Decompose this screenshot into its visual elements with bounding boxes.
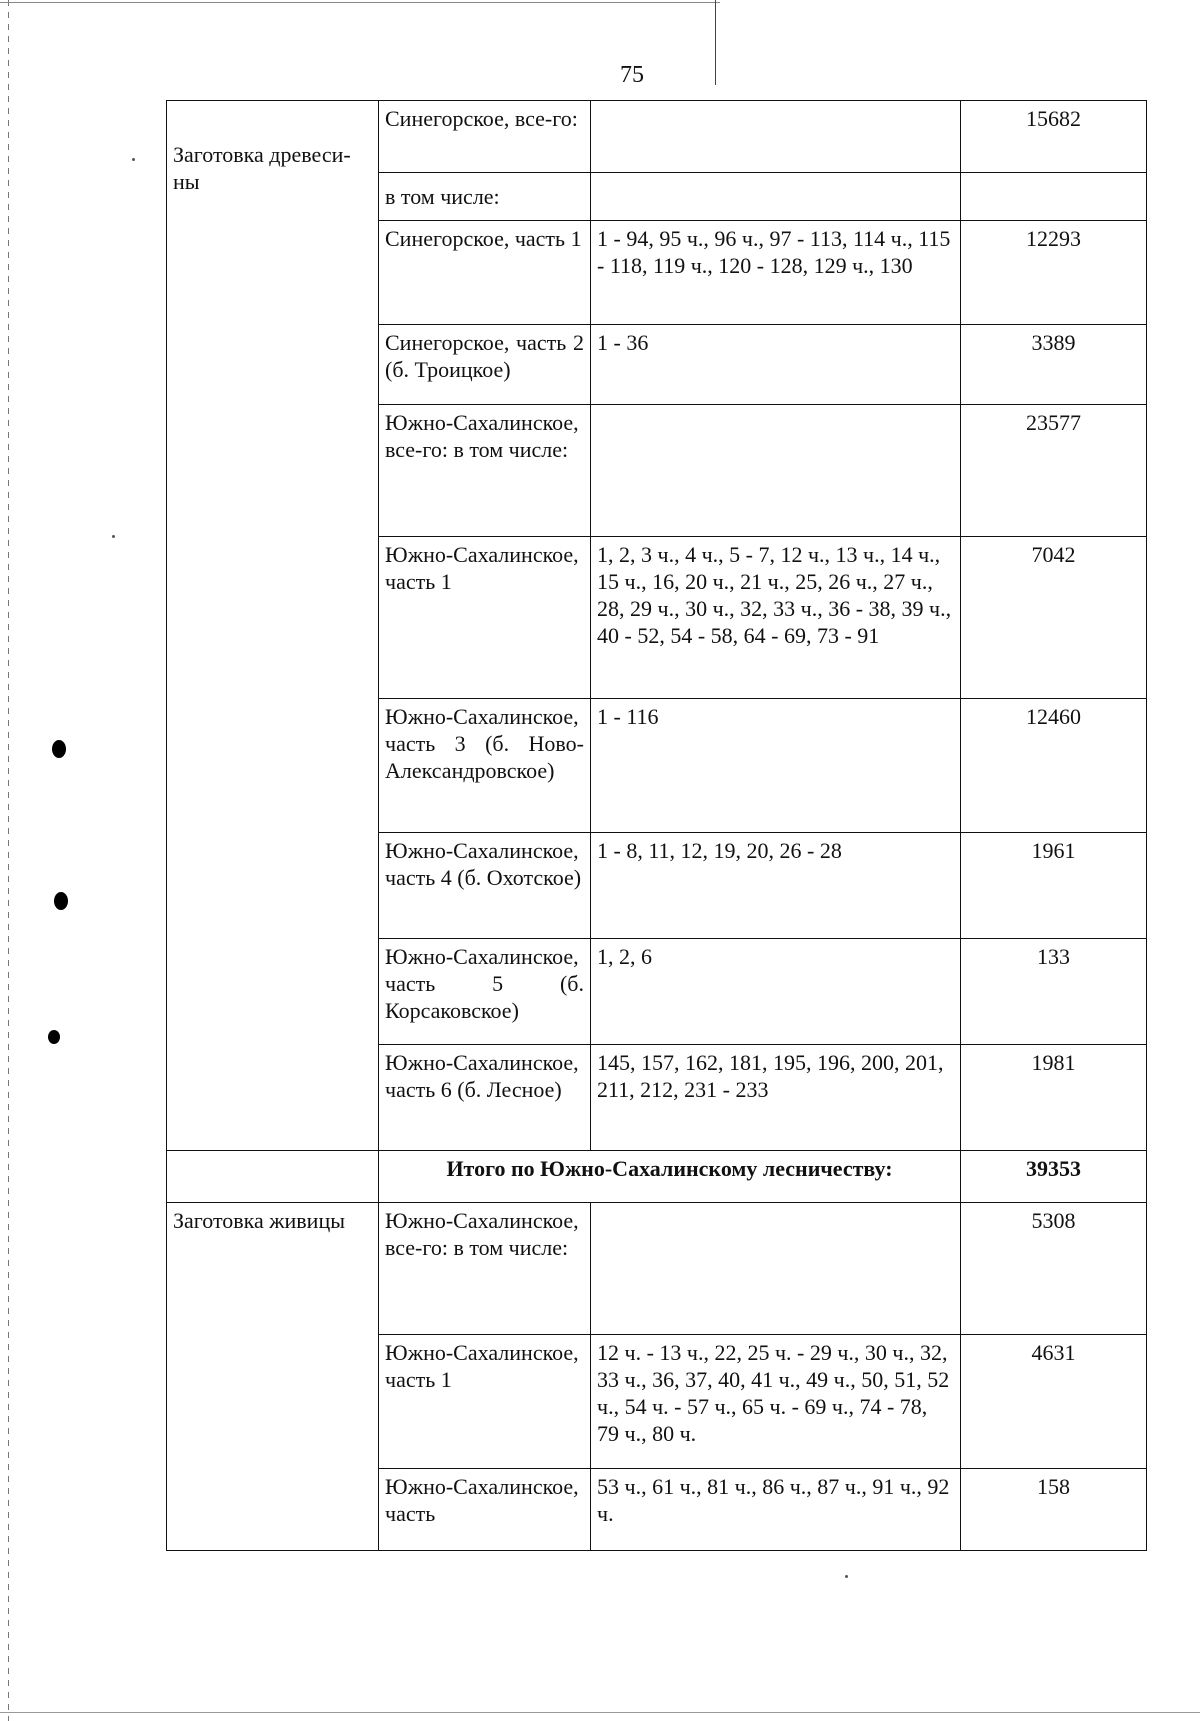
area-cell: 3389 [961,325,1147,405]
scan-dot [112,535,115,538]
district-name-cell: Южно-Сахалинское, часть [379,1469,591,1551]
area-cell: 158 [961,1469,1147,1551]
district-name-cell: Южно-Сахалинское, часть 3 (б. Ново-Александровское) [379,699,591,833]
scan-bottom-edge [0,1712,1200,1713]
district-name-cell: Синегорское, все-го: [379,101,591,173]
quarters-cell: 1 - 8, 11, 12, 19, 20, 26 - 28 [591,833,961,939]
district-name-cell: Южно-Сахалинское, часть 1 [379,537,591,699]
district-name-cell: Синегорское, часть 1 [379,221,591,325]
area-cell: 1961 [961,833,1147,939]
district-name-cell: Южно-Сахалинское, часть 5 (б. Корсаковское) [379,939,591,1045]
district-name-cell: Южно-Сахалинское, все-го: в том числе: [379,405,591,537]
table-row [167,101,1147,173]
scan-left-edge [8,0,9,1721]
scan-dot [845,1575,848,1578]
activity-label: Заготовка древеси-ны [173,142,351,194]
total-value: 39353 [961,1151,1147,1203]
area-cell: 5308 [961,1203,1147,1335]
activity-cell [167,1151,379,1203]
scan-fold-mark [715,0,716,85]
area-cell: 15682 [961,101,1147,173]
area-cell: 133 [961,939,1147,1045]
district-name-cell: Синегорское, часть 2 (б. Троицкое) [379,325,591,405]
district-name-cell: Южно-Сахалинское, часть 1 [379,1335,591,1469]
page-number: 75 [620,62,644,88]
quarters-cell [591,1203,961,1335]
scan-blot [54,892,68,910]
quarters-cell: 1 - 116 [591,699,961,833]
activity-cell [167,101,379,1151]
table-row [167,1203,1147,1335]
scan-dot [132,158,135,161]
area-cell [961,173,1147,221]
quarters-cell: 12 ч. - 13 ч., 22, 25 ч. - 29 ч., 30 ч., 32, 33 ч., 36, 37, 40, 41 ч., 49 ч., 50, 51, 52 ч., 54 ч. - 57 ч., 65 ч. - 69 ч., 74 - 78, 79 ч., 80 ч. [591,1335,961,1469]
quarters-cell: 145, 157, 162, 181, 195, 196, 200, 201, 211, 212, 231 - 233 [591,1045,961,1151]
district-name-cell: Южно-Сахалинское, часть 4 (б. Охотское) [379,833,591,939]
quarters-cell: 53 ч., 61 ч., 81 ч., 86 ч., 87 ч., 91 ч., 92 ч. [591,1469,961,1551]
area-cell: 23577 [961,405,1147,537]
activity-cell [167,1203,379,1551]
area-cell: 12460 [961,699,1147,833]
quarters-cell [591,405,961,537]
area-cell: 7042 [961,537,1147,699]
total-label: Итого по Южно-Сахалинскому лесничеству: [379,1151,961,1203]
district-name-cell: Южно-Сахалинское, все-го: в том числе: [379,1203,591,1335]
forest-quarters-table [166,100,1147,1551]
scan-blot [52,740,66,758]
area-cell: 1981 [961,1045,1147,1151]
area-cell: 4631 [961,1335,1147,1469]
quarters-cell [591,101,961,173]
activity-label: Заготовка живицы [173,1208,345,1233]
area-cell: 12293 [961,221,1147,325]
scan-top-edge [0,2,720,3]
scan-blot [48,1030,60,1044]
quarters-cell: 1 - 94, 95 ч., 96 ч., 97 - 113, 114 ч., 115 - 118, 119 ч., 120 - 128, 129 ч., 130 [591,221,961,325]
district-name-cell: Южно-Сахалинское, часть 6 (б. Лесное) [379,1045,591,1151]
total-row [167,1151,1147,1203]
district-name-cell: в том числе: [379,173,591,221]
quarters-cell: 1, 2, 3 ч., 4 ч., 5 - 7, 12 ч., 13 ч., 14 ч., 15 ч., 16, 20 ч., 21 ч., 25, 26 ч., 27 ч., 28, 29 ч., 30 ч., 32, 33 ч., 36 - 38, 39 ч., 40 - 52, 54 - 58, 64 - 69, 73 - 91 [591,537,961,699]
quarters-cell: 1, 2, 6 [591,939,961,1045]
quarters-cell: 1 - 36 [591,325,961,405]
quarters-cell [591,173,961,221]
